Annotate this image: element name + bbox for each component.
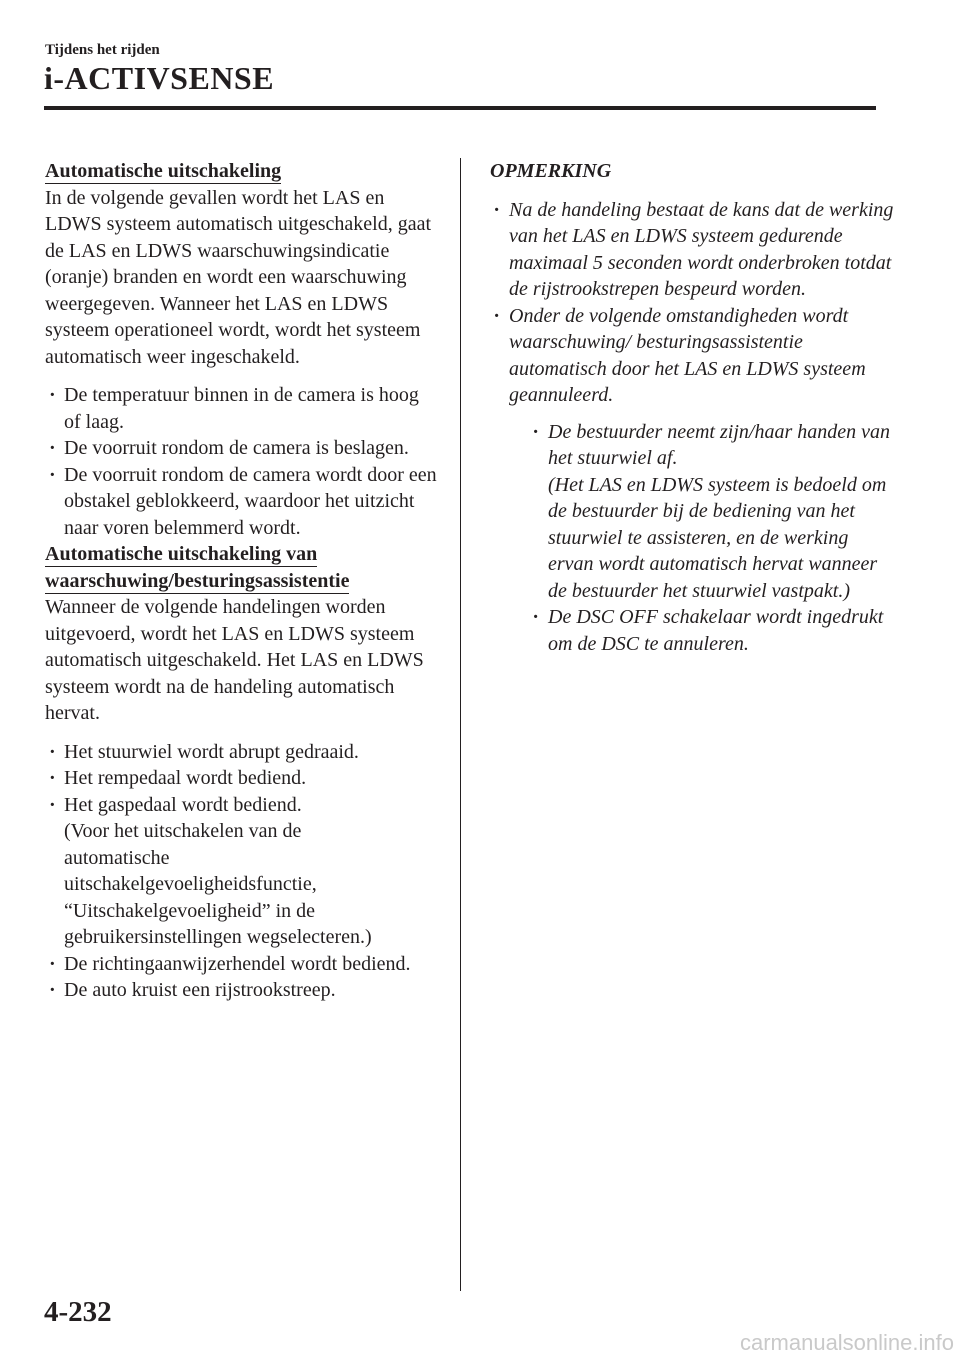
sub-list-item-note: (Het LAS en LDWS systeem is bedoeld om de bestuurder bij de bediening van het stuurwiel te assisteren, en de werking ervan wordt automatisch hervat wanneer de bestuurder het stuurwiel vastpakt.) — [548, 473, 887, 602]
list-item: · De richtingaanwijzerhendel wordt bediend. — [45, 951, 440, 978]
list-item — [45, 792, 440, 951]
sub-list-item: · De DSC OFF schakelaar wordt ingedrukt om de DSC te annuleren. — [529, 604, 895, 657]
list-item: · De voorruit rondom de camera wordt door een obstakel geblokkeerd, waardoor het uitzicht naar voren belemmerd wordt. — [45, 462, 440, 542]
list-item: · Het rempedaal wordt bediend. — [45, 765, 440, 792]
paragraph-assist-shutdown: Wanneer de volgende handelingen worden uitgevoerd, wordt het LAS en LDWS systeem automatisch uitgeschakeld. Het LAS en LDWS systeem wordt na de handeling automatisch hervat. — [45, 596, 424, 724]
header-rule — [44, 106, 876, 110]
list-item-text: Onder de volgende omstandigheden wordt waarschuwing/ besturingsassistentie automatisch door het LAS en LDWS systeem geannuleerd. — [509, 304, 866, 406]
paragraph-automatic-shutdown: In de volgende gevallen wordt het LAS en LDWS systeem automatisch uitgeschakeld, gaat de LAS en LDWS waarschuwingsindicatie (oranje) branden en wordt een waarschuwing weergegeven. Wanneer het LAS en LDWS systeem operationeel wordt, wordt het systeem automatisch weer ingeschakeld. — [45, 186, 432, 368]
list-item-text: Het gaspedaal wordt bediend. — [64, 793, 302, 816]
note-line: “Uitschakelgevoeligheid” in de — [64, 899, 316, 922]
list-item: · De auto kruist een rijstrookstreep. — [45, 977, 440, 1004]
page-number: 4-232 — [44, 1296, 112, 1328]
heading-assist-shutdown: Automatische uitschakeling van waarschuwing/besturingsassistentie — [45, 543, 350, 592]
note-line: (Voor het uitschakelen van de — [64, 820, 302, 842]
list-item: · De voorruit rondom de camera is beslagen. — [45, 435, 440, 462]
note-title: OPMERKING — [490, 160, 612, 182]
right-column — [490, 158, 895, 657]
section-label: Tijdens het rijden — [45, 42, 160, 58]
list-item: · Het stuurwiel wordt abrupt gedraaid. — [45, 739, 440, 766]
note-line: gebruikersinstellingen wegselecteren.) — [64, 926, 372, 948]
heading-automatic-shutdown: Automatische uitschakeling — [45, 160, 282, 182]
sub-list-item-text: De bestuurder neemt zijn/haar handen van het stuurwiel af. — [548, 420, 890, 469]
note-line: automatische — [64, 846, 170, 869]
list-item: · De temperatuur binnen in de camera is hoog of laag. — [45, 382, 440, 435]
sub-list-item — [529, 419, 895, 605]
bullet-list-driver-actions — [45, 739, 440, 1004]
bullet-list-shutdown-conditions — [45, 382, 440, 541]
left-column — [45, 158, 440, 1004]
column-divider — [460, 158, 461, 1291]
list-item — [490, 303, 895, 658]
note-line: uitschakelgevoeligheidsfunctie, — [64, 873, 317, 895]
list-item: · Na de handeling bestaat de kans dat de werking van het LAS en LDWS systeem gedurende maximaal 5 seconden wordt onderbroken totdat de rijstrookstrepen bespeurd worden. — [490, 197, 895, 303]
watermark: carmanualsonline.info — [739, 1330, 954, 1355]
chapter-title: i-ACTIVSENSE — [44, 60, 275, 96]
note-bullet-list — [490, 197, 895, 658]
sub-bullet-list — [509, 419, 895, 658]
